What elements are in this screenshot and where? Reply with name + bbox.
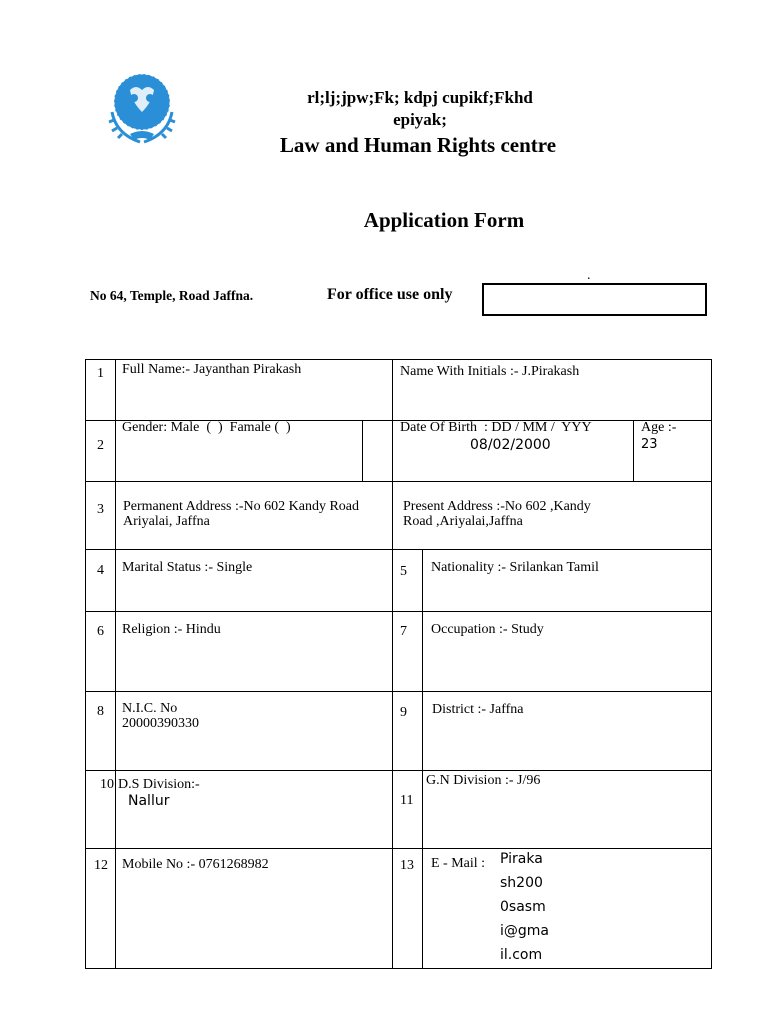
permanent-address-line1[interactable]: Permanent Address :-No 602 Kandy Road [123,499,360,514]
gn-division-field[interactable]: G.N Division :- J/96 [426,773,541,788]
ds-division-value[interactable]: Nallur [128,793,170,809]
row-number: 1 [97,366,104,381]
email-line: 0sasm [500,899,546,915]
age-value[interactable]: 23 [641,437,658,452]
row-number: 9 [400,705,407,720]
stray-dot: . [587,268,591,283]
row-divider [85,549,712,550]
marital-status-field[interactable]: Marital Status :- Single [122,560,253,575]
email-line: sh200 [500,875,543,891]
table-border-bottom [85,968,712,969]
org-name-tamil-line2: epiyak; [393,110,447,129]
row-divider [85,691,712,692]
org-name: Law and Human Rights centre [279,133,557,157]
full-name-field[interactable]: Full Name:- Jayanthan Pirakash [122,362,302,377]
row-number: 2 [97,438,104,453]
email-line: il.com [500,947,543,963]
row-number: 12 [94,858,108,873]
row-divider [85,481,712,482]
email-label: E - Mail : [431,856,486,871]
present-address-line1[interactable]: Present Address :-No 602 ,Kandy [403,499,591,514]
occupation-field[interactable]: Occupation :- Study [431,622,544,637]
present-address-line2[interactable]: Road ,Ariyalai,Jaffna [403,514,523,529]
dob-value[interactable]: 08/02/2000 [470,437,551,453]
row-divider [85,848,712,849]
gender-cell-divider [362,420,363,481]
gender-field[interactable]: Gender: Male ( ) Famale ( ) [122,420,291,435]
office-use-box[interactable] [482,283,707,316]
religion-field[interactable]: Religion :- Hindu [122,622,221,637]
number-column-divider-right [422,549,423,969]
age-label: Age :- [641,420,677,435]
email-value[interactable] [500,847,549,967]
organization-logo [102,68,182,150]
row-number: 5 [400,564,407,579]
email-line: i@gma [500,923,549,939]
age-cell-divider [633,420,634,481]
dob-label: Date Of Birth : DD / MM / YYY [400,420,592,435]
district-field[interactable]: District :- Jaffna [432,702,524,717]
row-number: 11 [400,793,414,808]
row-number: 7 [400,624,407,639]
nic-value[interactable]: 20000390330 [122,716,199,731]
mobile-field[interactable]: Mobile No :- 0761268982 [122,857,269,872]
row-number: 8 [97,704,104,719]
row-number: 13 [400,858,414,873]
name-with-initials-field[interactable]: Name With Initials :- J.Pirakash [400,364,580,379]
ds-division-label: D.S Division:- [118,777,200,792]
form-title: Application Form [363,208,525,232]
email-line: Piraka [500,851,543,867]
row-number: 4 [97,563,104,578]
table-border-left [85,359,86,969]
middle-column-divider [392,359,393,969]
row-number: 3 [97,502,104,517]
number-column-divider [115,359,116,969]
nic-label: N.I.C. No [122,701,178,716]
row-number: 6 [97,624,104,639]
row-number: 10 [100,777,114,792]
org-address: No 64, Temple, Road Jaffna. [90,288,254,303]
table-border-right [711,359,712,969]
permanent-address-line2[interactable]: Ariyalai, Jaffna [123,514,210,529]
row-divider [85,611,712,612]
org-name-tamil-line1: rl;lj;jpw;Fk; kdpj cupikf;Fkhd [307,88,533,107]
nationality-field[interactable]: Nationality :- Srilankan Tamil [431,560,599,575]
row-divider [85,770,712,771]
table-border-top [85,359,712,360]
office-use-label: For office use only [327,286,453,303]
